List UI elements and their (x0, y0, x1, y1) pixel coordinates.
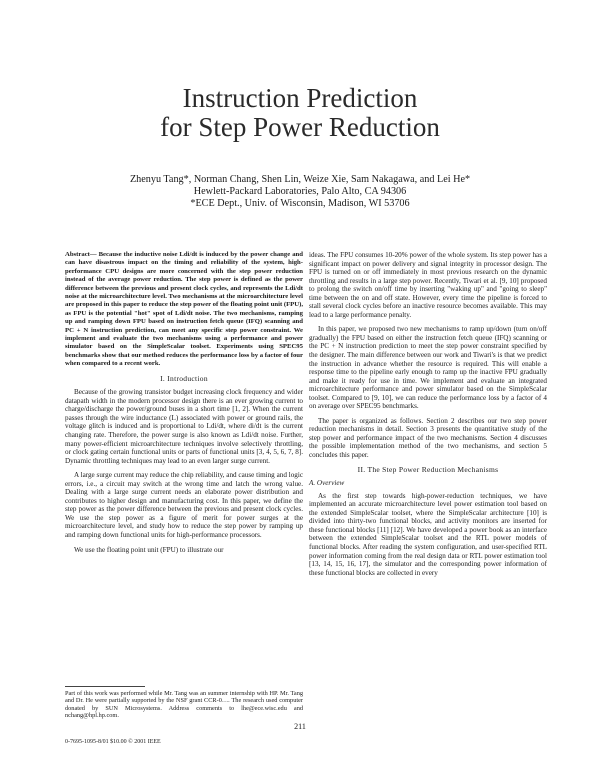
abstract: Abstract— Because the inductive noise Ldi/dt is induced by the power change and can have disastrous impact on the timing and reliability of the system, high-performance CPU designs are more concerned with the step power reduction instead of the average power reduction. The step power is defined as the power difference between the previous and present clock cycles, and represents the Ldi/dt noise at the microarchitecture level. Two mechanisms at the microarchitecture level are proposed in this paper to reduce the step power of the floating point unit (FPU), as FPU is the potential "hot" spot of Ldi/dt noise. The two mechanisms, ramping up and ramping down FPU based on instruction fetch queue (IFQ) scanning and PC + N instruction prediction, can meet any specific step power constraint. We implement and evaluate the two mechanisms using a performance and power simulator based on the SimpleScalar toolset. Experiments using SPEC95 benchmarks show that our method reduces the performance loss by a factor of four when compared to a recent work. (65, 251, 303, 368)
footnote-rule (65, 686, 145, 687)
left-column (65, 251, 303, 560)
footnote: Part of this work was performed while Mr. Tang was an summer internship with HP. Mr. Tang and Dr. He were partially supported by the NSF grant CCR-0…. The research used computer donated by SUN Microsystems. Address comments to lhe@ece.wisc.edu and nchang@hpl.hp.com. (65, 690, 303, 720)
subsection-2a-heading: A. Overview (309, 479, 345, 488)
right-paragraph-3: The paper is organized as follows. Section 2 describes our two step power reduction mechanisms in detail. Section 3 presents the quantitative study of the step power and performance impact of the two mechanisms. Section 4 discusses the possible implementation method of the two mechanisms, and section 5 concludes this paper. (309, 416, 547, 460)
title-line-1: Instruction Prediction (182, 83, 418, 113)
right-paragraph-2: In this paper, we proposed two new mechanisms to ramp up/down (turn on/off gradually) the FPU based on either the instruction fetch queue (IFQ) scanning or the PC + N instruction prediction to meet the step power constraint specified by the designer. The main difference between our work and Tiwari's is that we predict the instruction in advance whether the resource is required. This will enable a response time to the pipeline early enough to ramp up the inactive FPU gradually and make it ready for use in time. We implement and evaluate an integrated microarchitecture performance and power simulator based on the SimpleScalar toolset. Compared to [9, 10], we can reduce the performance loss by a factor of 4 on average over SPEC95 benchmarks. (309, 325, 547, 411)
affiliation-hp: Hewlett-Packard Laboratories, Palo Alto, CA 94306 (193, 186, 407, 197)
affiliation-uw: *ECE Dept., Univ. of Wisconsin, Madison, WI 53706 (190, 198, 410, 209)
intro-paragraph-3: We use the floating point unit (FPU) to illustrate our (74, 545, 224, 554)
copyright-line: 0-7695-1095-8/01 $10.00 © 2001 IEEE (65, 739, 161, 745)
author-block (0, 174, 600, 210)
intro-paragraph-1: Because of the growing transistor budget increasing clock frequency and wider datapath width in the modern processor design there is an ever growing current to charge/discharge the power/ground buses in a short time [1, 2]. When the current passes through the wire inductance (L) associated with power or ground rails, the voltage glitch is induced and is proportional to Ldi/dt, where di/dt is the current changing rate. Therefore, the power surge is also known as Ldi/dt noise. Further, many power-efficient microarchitecture techniques involve selectively throttling, or clock gating certain functional units or parts of functional units [3, 4, 5, 6, 7, 8]. Dynamic throttling techniques may lead to an even larger surge current. (65, 388, 303, 465)
right-column (309, 251, 547, 583)
section-2-heading: II. The Step Power Reduction Mechanisms (357, 464, 499, 474)
section-1-heading: I. Introduction (160, 373, 208, 383)
right-paragraph-4: As the first step towards high-power-reduction techniques, we have implemented an accurate microarchitecture level power estimation tool based on the extended SimpleScalar toolset, where the SimpleScalar architecture [10] is divided into thirty-two functional blocks, and activity monitors are inserted for these functional blocks [11] [12]. We have developed a power book as an interface between the extended SimpleScalar toolset and the RTL power models of functional blocks. After reading the system configuration, and user-specified RTL power information coming from the real design data or RTL power estimation tool [13, 14, 15, 16, 17], the simulator and the corresponding power information of these functional blocks are collected in every (309, 491, 547, 577)
right-paragraph-1: ideas. The FPU consumes 10-20% power of the whole system. Its step power has a significant impact on power delivery and signal integrity in processor design. The FPU is turned on or off immediately in most previous research on the dynamic throttling and results in a large step power. Recently, Tiwari et al. [9, 10] proposed to prolong the switch on/off time by inserting "waking up" and "going to sleep" time between the on and off state. However, every time the pipeline is forced to stall several clock cycles before an inactive resource becomes available. This may lead to a large performance penalty. (309, 251, 547, 319)
page-number: 211 (294, 722, 306, 731)
title-line-2: for Step Power Reduction (160, 112, 440, 142)
intro-paragraph-2: A large surge current may reduce the chip reliability, and cause timing and logic errors, i.e., a circuit may switch at the wrong time and latch the wrong value. Dealing with a large surge current needs an elaborate power distribution and contributes to higher design and manufacturing cost. In this paper, we define the step power as the power difference between the previous and present clock cycles. We use the step power as a figure of merit for power surges at the microarchitecture level, and study how to reduce the step power by ramping up and ramping down functional units for high-performance processors. (65, 471, 303, 539)
author-list: Zhenyu Tang*, Norman Chang, Shen Lin, Weize Xie, Sam Nakagawa, and Lei He* (129, 174, 471, 185)
paper-title (0, 84, 600, 142)
